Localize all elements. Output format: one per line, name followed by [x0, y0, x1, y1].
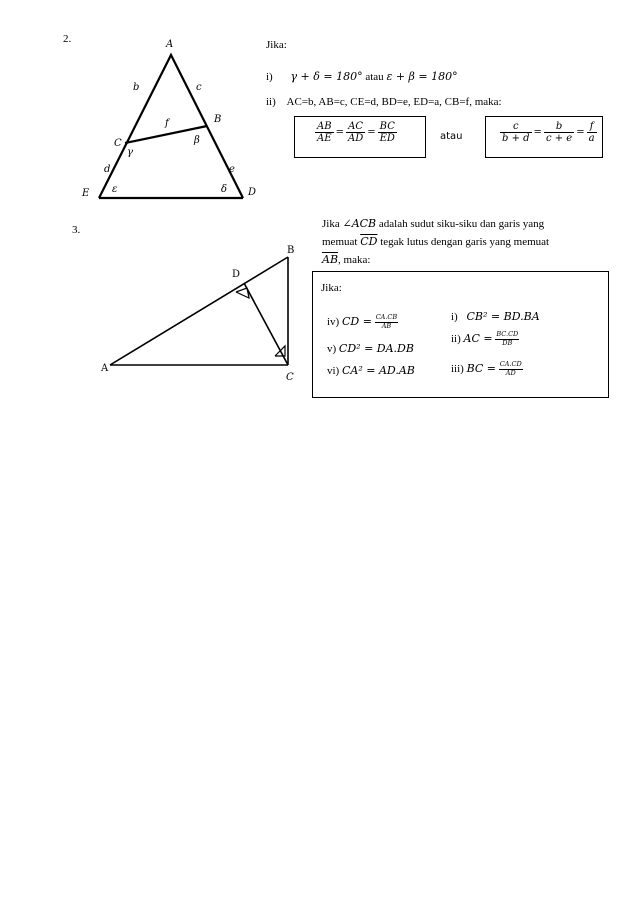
- result-vi-eq: CA² = AD.AB: [341, 364, 415, 377]
- result-iii-den: AD: [505, 368, 516, 377]
- ratio2-n3: f: [587, 121, 597, 133]
- ratio2-n2: b: [544, 121, 574, 133]
- intro-segment-cd: $\overline{CD}$: [360, 235, 378, 248]
- label-vertex-a: A: [166, 39, 174, 50]
- result-ii: [451, 331, 519, 348]
- problem-3-intro: [322, 215, 612, 269]
- problem-3-results-box: [312, 271, 609, 398]
- label-vertex-b: B: [214, 114, 222, 125]
- intro-angle-acb: ∠ACB: [342, 217, 377, 230]
- ratio1-n1: AB: [317, 121, 332, 132]
- label-vertex-d: D: [248, 187, 257, 198]
- result-ii-lhs: AC =: [463, 331, 493, 345]
- label-vertex-e: E: [82, 188, 90, 199]
- result-i-eq: CB² = BD.BA: [466, 310, 540, 323]
- right-angle-mark-c: [275, 346, 285, 356]
- problem-2-number: 2.: [63, 33, 72, 45]
- label-side-d: d: [104, 164, 111, 175]
- label-angle-epsilon: ε: [112, 184, 118, 195]
- label-side-b: b: [133, 82, 140, 93]
- condition-ii-text: AC=b, AB=c, CE=d, BD=e, ED=a, CB=f, maka:: [286, 96, 502, 108]
- label-side-c: c: [196, 82, 202, 93]
- ratio1-d2: AD: [347, 133, 364, 144]
- ratio1-n3: BC: [378, 121, 397, 133]
- condition-i-left: γ + δ = 180°: [290, 70, 363, 83]
- result-iv-den: AB: [381, 321, 392, 330]
- result-v: [327, 342, 414, 356]
- intro-3b: , maka:: [338, 254, 371, 266]
- ratio1-n2: AC: [346, 121, 365, 133]
- result-iv-num: CA.CB: [375, 313, 398, 321]
- result-iv-label: iv): [327, 315, 340, 328]
- label-angle-beta: β: [194, 135, 200, 146]
- segment-cd: [244, 283, 288, 365]
- label-3-vertex-d: D: [232, 269, 241, 280]
- intro-2a: memuat: [322, 236, 361, 248]
- result-ii-num: BC.CD: [496, 330, 519, 338]
- ratio-box-letters: $\frac{AB}{AE}$ = $\frac{AC}{AD}$ = $\frac{BC}{ED}$: [294, 116, 426, 158]
- label-3-vertex-a: A: [101, 363, 109, 374]
- result-iii-lhs: BC =: [466, 361, 497, 375]
- intro-segment-ab: $\overline{AB}$: [322, 253, 339, 266]
- label-vertex-c: C: [114, 138, 122, 149]
- result-iv: [327, 314, 398, 331]
- atau-separator: atau: [440, 131, 463, 142]
- label-side-f: f: [165, 118, 169, 129]
- result-v-label: v): [327, 343, 337, 355]
- label-side-e: e: [229, 164, 235, 175]
- label-angle-gamma: γ: [127, 147, 133, 158]
- ratio2-d3: a: [588, 133, 595, 144]
- result-iii-label: iii): [451, 362, 464, 375]
- result-i-label: i): [451, 311, 458, 323]
- ratio2-d2: c + e: [545, 133, 573, 144]
- condition-i-label: i): [266, 71, 273, 83]
- label-3-vertex-c: C: [286, 372, 294, 383]
- right-angle-mark-d: [236, 288, 249, 298]
- ratio1-d3: ED: [379, 133, 395, 144]
- condition-i-mid: atau: [365, 71, 384, 83]
- result-iii-num: CA.CD: [499, 360, 522, 368]
- ratio1-d1: AE: [317, 133, 332, 144]
- problem-3-number: 3.: [72, 224, 81, 236]
- result-vi-label: vi): [327, 365, 340, 377]
- result-vi: [327, 364, 415, 378]
- condition-ii-label: ii): [266, 96, 276, 108]
- label-angle-delta: δ: [221, 184, 228, 195]
- ratio2-d1: b + d: [502, 133, 530, 144]
- ratio2-n1: c: [500, 121, 532, 133]
- result-i: [451, 310, 540, 324]
- intro-1a: Jika: [322, 218, 343, 230]
- result-iii: [451, 361, 523, 378]
- intro-1c: adalah sudut siku-siku dan garis yang: [376, 218, 545, 230]
- result-ii-den: DB: [502, 338, 513, 347]
- intro-2c: tegak lutus dengan garis yang memuat: [377, 236, 550, 248]
- ratio-box-sides: $\frac{c}{b + d}$ = $\frac{b}{c + e}$ = $\frac{f}{a}$: [485, 116, 603, 158]
- result-v-eq: CD² = DA.DB: [338, 342, 414, 355]
- result-ii-label: ii): [451, 332, 461, 345]
- segment-ab: [110, 257, 288, 365]
- results-heading: Jika:: [321, 282, 342, 294]
- problem-2-heading: Jika:: [266, 39, 287, 51]
- label-3-vertex-b: B: [287, 245, 295, 256]
- condition-i-right: ε + β = 180°: [386, 70, 458, 83]
- triangle-diagram-3: [0, 0, 310, 400]
- result-iv-lhs: CD =: [341, 314, 372, 328]
